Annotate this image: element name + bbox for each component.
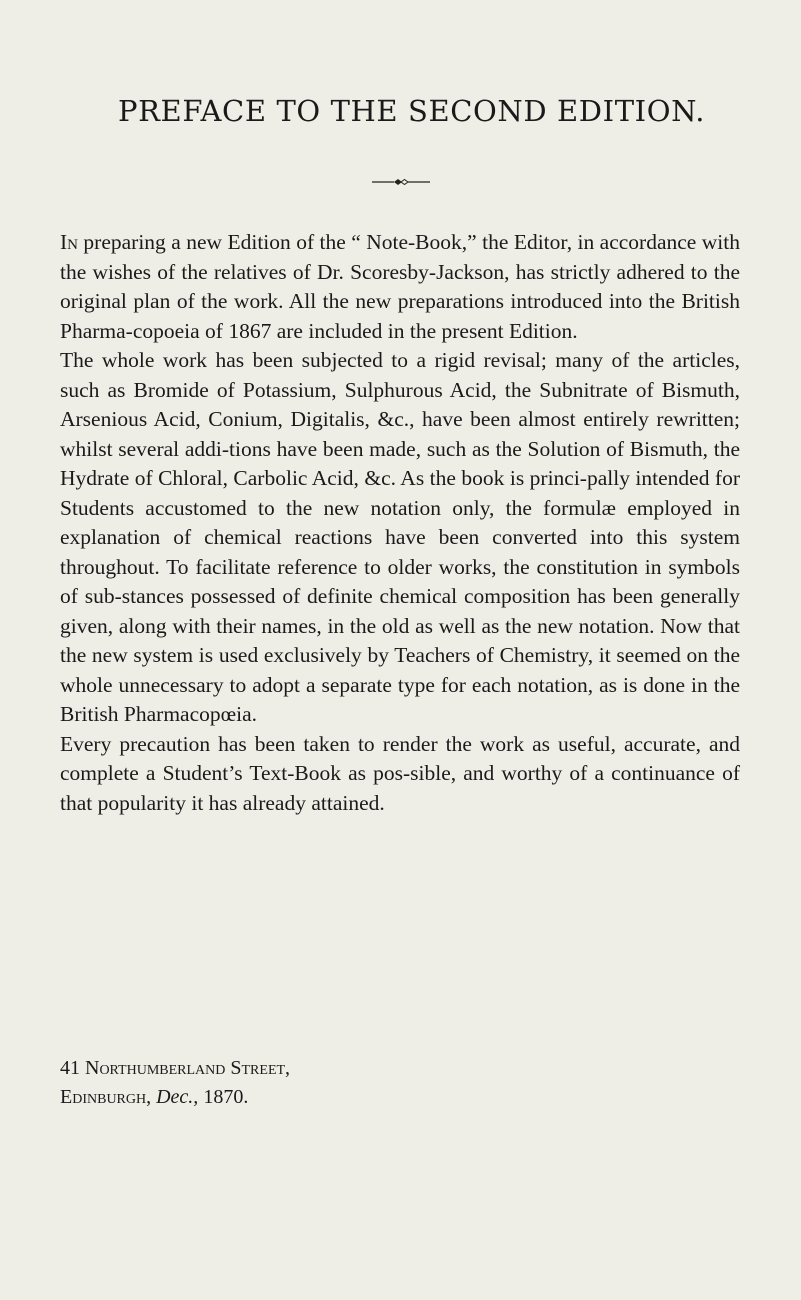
- place: Edinburgh,: [60, 1086, 152, 1108]
- place-date-line: [60, 1083, 290, 1112]
- paragraph-1: [60, 228, 740, 346]
- paragraph-1-text: preparing a new Edition of the “ Note-Book,” the Editor, in accordance with the wishes of the relatives of Dr. Scoresby-Jackson, has strictly adhered to the original plan of the work. All the new preparations introduced into the British Pharma-copoeia of 1867 are included in the present Edition.: [60, 230, 740, 343]
- paragraph-3: Every precaution has been taken to render the work as useful, accurate, and complete a Student’s Text-Book as pos-sible, and worthy of a continuance of that popularity it has already attained.: [60, 731, 740, 815]
- paragraph-2: The whole work has been subjected to a rigid revisal; many of the articles, such as Bromide of Potassium, Sulphurous Acid, the Subnitrate of Bismuth, Arsenious Acid, Conium, Digitalis, &c., have been almost entirely rewritten; whilst several addi-tions have been made, such as the Solution of Bismuth, the Hydrate of Chloral, Carbolic Acid, &c. As the book is princi-pally intended for Students accustomed to the new notation only, the formulæ employed in explanation of chemical reactions have been converted into this system throughout. To facilitate reference to older works, the constitution in symbols of sub-stances possessed of definite chemical composition has been generally given, along with their names, in the old as well as the new notation. Now that the new system is used exclusively by Teachers of Chemistry, it seemed on the whole unnecessary to adopt a separate type for each notation, as is done in the British Pharmacopœia.: [60, 348, 740, 726]
- month: Dec.,: [156, 1086, 199, 1108]
- preface-body: [60, 228, 740, 818]
- signature-block: [60, 1054, 290, 1112]
- year: 1870.: [203, 1086, 249, 1108]
- address-line: 41 Northumberland Street,: [60, 1057, 291, 1079]
- lead-word: In: [60, 230, 78, 254]
- page-title: PREFACE TO THE SECOND EDITION.: [118, 94, 706, 128]
- ornament-divider: [372, 176, 430, 188]
